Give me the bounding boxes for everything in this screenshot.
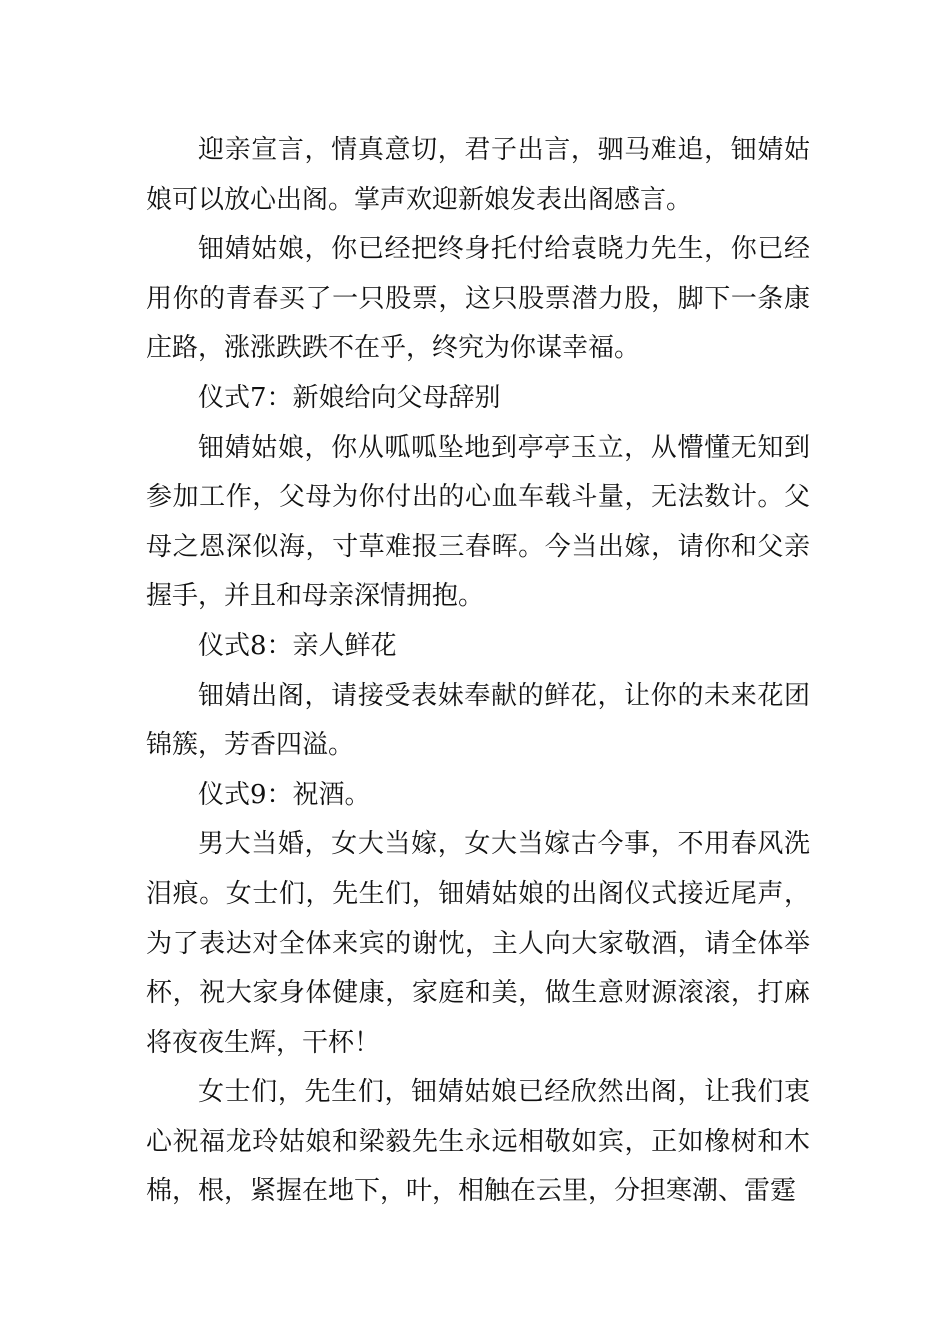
heading-ceremony-8: 仪式8：亲人鲜花 xyxy=(198,630,397,661)
document-body xyxy=(146,126,810,1217)
paragraph-wedding-declaration: 迎亲宣言，情真意切，君子出言，驷马难追，钿婧姑娘可以放心出阁。掌声欢迎新娘发表出阁感言。 xyxy=(146,135,810,215)
paragraph-toast: 男大当婚，女大当嫁，女大当嫁古今事，不用春风洗泪痕。女士们，先生们，钿婧姑娘的出阁仪式接近尾声，为了表达对全体来宾的谢忱，主人向大家敬酒，请全体举杯，祝大家身体健康，家庭和美，做生意财源滚滚，打麻将夜夜生辉，干杯！ xyxy=(146,829,810,1058)
paragraph-blessing: 女士们，先生们，钿婧姑娘已经欣然出阁，让我们衷心祝福龙玲姑娘和梁毅先生永远相敬如宾，正如橡树和木棉，根，紧握在地下，叶，相触在云里，分担寒潮、雷霆 xyxy=(146,1077,810,1207)
paragraph-bride-entrusted: 钿婧姑娘，你已经把终身托付给袁晓力先生，你已经用你的青春买了一只股票，这只股票潜力股，脚下一条康庄路，涨涨跌跌不在乎，终究为你谋幸福。 xyxy=(146,234,810,364)
paragraph-farewell-parents: 钿婧姑娘，你从呱呱坠地到亭亭玉立，从懵懂无知到参加工作，父母为你付出的心血车载斗量，无法数计。父母之恩深似海，寸草难报三春晖。今当出嫁，请你和父亲握手，并且和母亲深情拥抱。 xyxy=(146,432,810,612)
paragraph-flowers: 钿婧出阁，请接受表妹奉献的鲜花，让你的未来花团锦簇，芳香四溢。 xyxy=(146,680,810,761)
heading-ceremony-9: 仪式9：祝酒。 xyxy=(198,779,371,810)
heading-ceremony-7: 仪式7：新娘给向父母辞别 xyxy=(198,382,501,413)
